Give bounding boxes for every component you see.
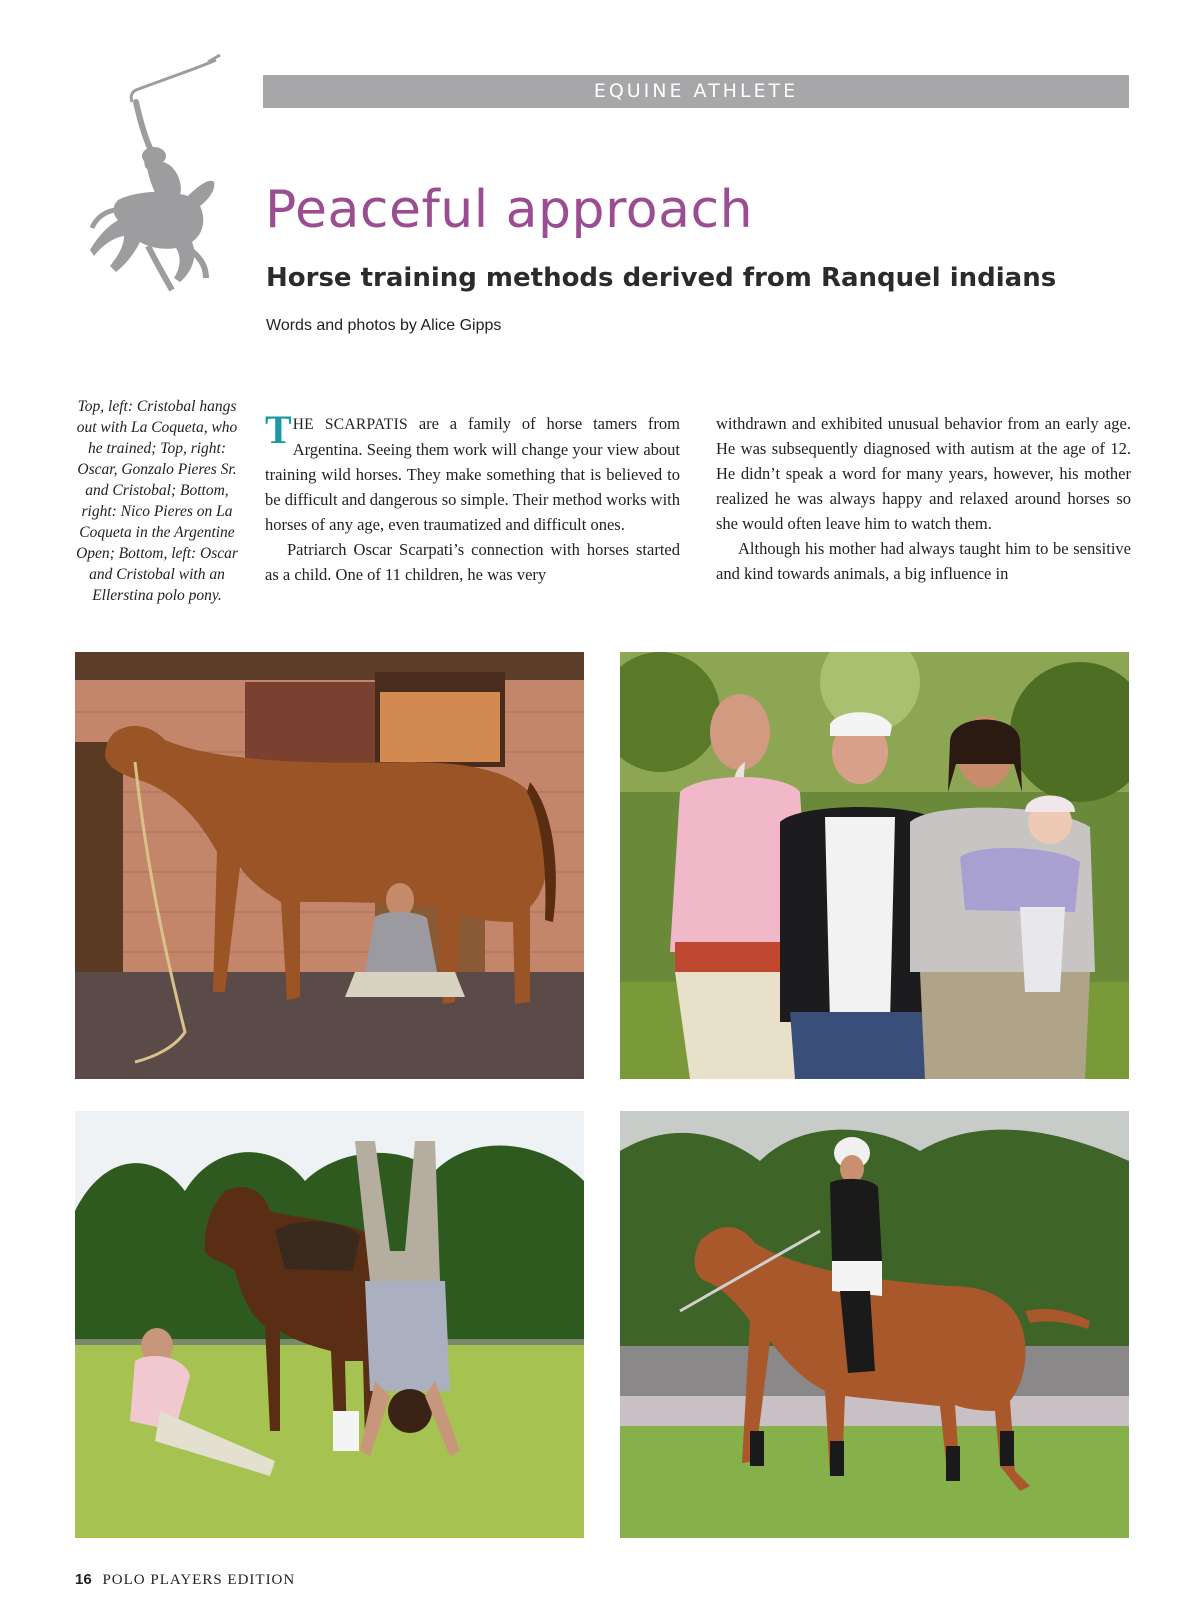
article-paragraph-4: Although his mother had always taught him to be sensitive and kind towards animals, a big influence in [716, 539, 1131, 583]
photo-horse-at-stable [75, 652, 584, 1079]
article-byline: Words and photos by Alice Gipps [266, 317, 502, 334]
photo-three-men-portrait [620, 652, 1129, 1079]
section-header-bar [263, 75, 1129, 108]
article-subtitle: Horse training methods derived from Ranquel indians [266, 263, 1057, 293]
lead-in-caps: HE SCARPATIS [292, 416, 408, 433]
paragraph-1-text: are a family of horse tamers from Argentina. Seeing them work will change your view about training wild horses. They make something that is believed to be difficult and dangerous so simple. Their method works with horses of any age, even traumatized and difficult ones. [265, 414, 680, 534]
section-label: EQUINE ATHLETE [593, 80, 799, 102]
article-paragraph-1 [265, 407, 680, 537]
drop-cap: T [265, 407, 292, 452]
article-column-1 [265, 407, 680, 587]
article-paragraph-2: Patriarch Oscar Scarpati’s connection with horses started as a child. One of 11 children, he was very [265, 540, 680, 584]
polo-player-logo-icon [88, 50, 228, 295]
photo-polo-player-on-horse [620, 1111, 1129, 1538]
page-footer [75, 1571, 295, 1589]
article-title: Peaceful approach [265, 180, 754, 240]
article-column-2 [716, 411, 1131, 586]
article-paragraph-3: withdrawn and exhibited unusual behavior from an early age. He was subsequently diagnosed with autism at the age of 12. He didn’t speak a word for many years, however, his mother realized he was always happy and relaxed around horses so she would often leave him to watch them. [716, 414, 1131, 533]
photo-caption: Top, left: Cristobal hangs out with La Coqueta, who he trained; Top, right: Oscar, Gonzalo Pieres Sr. and Cristobal; Bottom, right: Nico Pieres on La Coqueta in the Argentine Open; Bottom, left: Oscar and Cristobal with an Ellerstina polo pony. [76, 398, 238, 604]
publication-name: POLO PLAYERS EDITION [102, 1572, 296, 1588]
page-number: 16 [75, 1571, 92, 1588]
photo-handstand-with-horse [75, 1111, 584, 1538]
